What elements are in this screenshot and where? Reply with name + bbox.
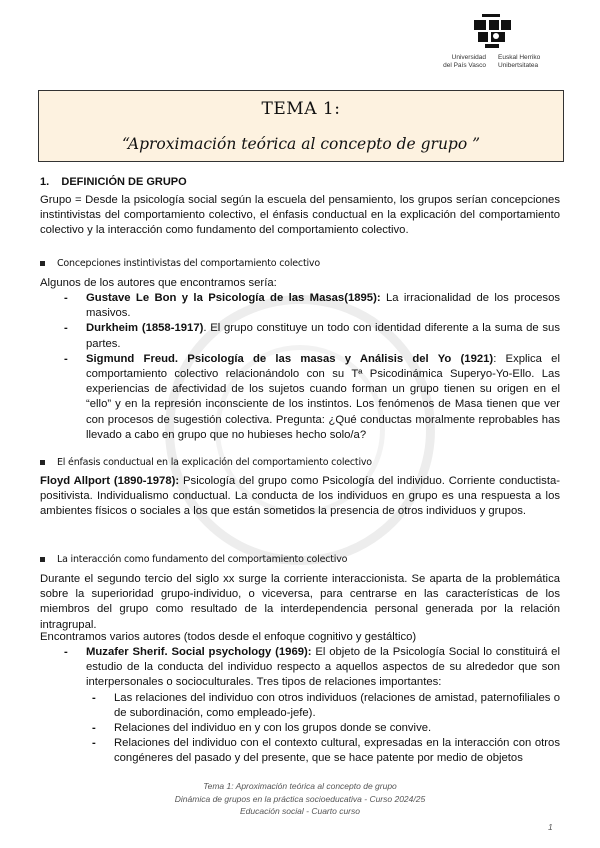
author-list <box>62 291 560 443</box>
upv-ehu-emblem-icon <box>472 14 512 48</box>
list-item: - Durkheim (1858-1917). El grupo constituye un todo con identidad diferente a la suma de sus partes. <box>62 321 560 351</box>
list-item: - Las relaciones del individuo con otros individuos (relaciones de amistad, paternofiliales o de subordinación, como empleado-jefe). <box>90 691 560 721</box>
title-box <box>38 90 564 162</box>
footer-degree: Educación social - Cuarto curso <box>239 806 360 816</box>
university-logo <box>432 14 552 74</box>
bullet-square-icon <box>40 261 45 266</box>
subsection-heading-conductual: El énfasis conductual en la explicación del comportamiento colectivo <box>40 457 372 468</box>
sherif-list <box>62 645 560 767</box>
subsection-lead: Algunos de los autores que encontramos sería: <box>40 277 277 289</box>
bullet-square-icon <box>40 557 45 562</box>
footer-course: Dinámica de grupos en la práctica socioeducativa - Curso 2024/25 <box>174 793 426 804</box>
list-item: - Gustave Le Bon y la Psicología de las Masas(1895): La irracionalidad de los procesos masivos. <box>62 291 560 321</box>
relations-list <box>90 691 560 767</box>
allport-paragraph: Floyd Allport (1890-1978): Psicología del grupo como Psicología del individuo. Corriente conductista-positivista. Individualismo conductual. La conducta de los individuos en grupo es una respuesta a los ambientes físicos o sociales a los que están sometidos la presencia de otros individuos y grupos. <box>40 475 560 518</box>
authors-intro: Encontramos varios autores (todos desde el enfoque cognitivo y gestáltico) <box>40 631 417 643</box>
footer-topic: Tema 1: Aproximación teórica al concepto de grupo <box>203 781 397 791</box>
section-intro: Grupo = Desde la psicología social según la escuela del pensamiento, los grupos serían concepciones instintivistas del comportamiento colectivo, el énfasis conductual en la explicación del comportamiento colectivo y la interacción como fundamento del comportamiento colectivo. <box>40 194 560 237</box>
page-number: 1 <box>548 822 553 832</box>
list-item: - Relaciones del individuo con el contexto cultural, expresadas en la interacción con otros congéneres del pasado y del presente, que se hace patente por medio de objetos <box>90 736 560 766</box>
subsection-heading-interaction: La interacción como fundamento del comportamiento colectivo <box>40 554 347 565</box>
topic-title: “Aproximación teórica al concepto de grupo ” <box>121 135 481 153</box>
list-item: - Sigmund Freud. Psicología de las masas y Análisis del Yo (1921): Explica el comportamiento colectivo relacionándolo con su Tª Psicodinámica Superyo-Yo-Ello. Las experiencias de afectividad de los sujetos cuando forman un grupo tienen su origen en el “ello” y en la represión inconsciente de los instintos. Los fenómenos de Masa tienen que ver con procesos de sugestión colectiva. Pregunta: ¿Qué conductas moralmente reprobables has llevado a cabo en grupo que no hubieses hecho solo/a? <box>62 352 560 443</box>
page-footer <box>0 780 600 818</box>
logo-text-spanish: Universidad del País Vasco <box>443 54 486 69</box>
logo-text-basque: Euskal Herriko Unibertsitatea <box>498 54 541 69</box>
list-item: - Relaciones del individuo en y con los grupos donde se convive. <box>90 721 560 736</box>
section-heading: 1. DEFINICIÓN DE GRUPO <box>40 176 187 188</box>
interaction-paragraph: Durante el segundo tercio del siglo xx surge la corriente interaccionista. Se aparta de la problemática sobre la superioridad grupo-individuo, o viceversa, para centrarse en las características de los miembros del grupo como resultado de la interdependencia personal generada por la relación intragrupal. <box>40 573 560 631</box>
topic-number: TEMA 1: <box>261 99 341 119</box>
bullet-square-icon <box>40 460 45 465</box>
subsection-heading-instinct: Concepciones instintivistas del comportamiento colectivo <box>40 258 320 269</box>
list-item: - Muzafer Sherif. Social psychology (1969): El objeto de la Psicología Social lo constituirá el estudio de la conducta del individuo respecto a aquellos aspectos de su alrededor que son interpersonales o socioculturales. Tres tipos de relaciones importantes: - Las relaciones del individuo con otros individuos (relaciones de amistad, paternofiliales o de subordinación, como empleado-jefe). - Relaciones del individuo en y con los grupos donde se convive. - Relaciones del individuo con el contexto cultural, expresadas en la interacción con otros congéneres del pasado y del presente, que se hace patente por medio de objetos <box>62 645 560 767</box>
